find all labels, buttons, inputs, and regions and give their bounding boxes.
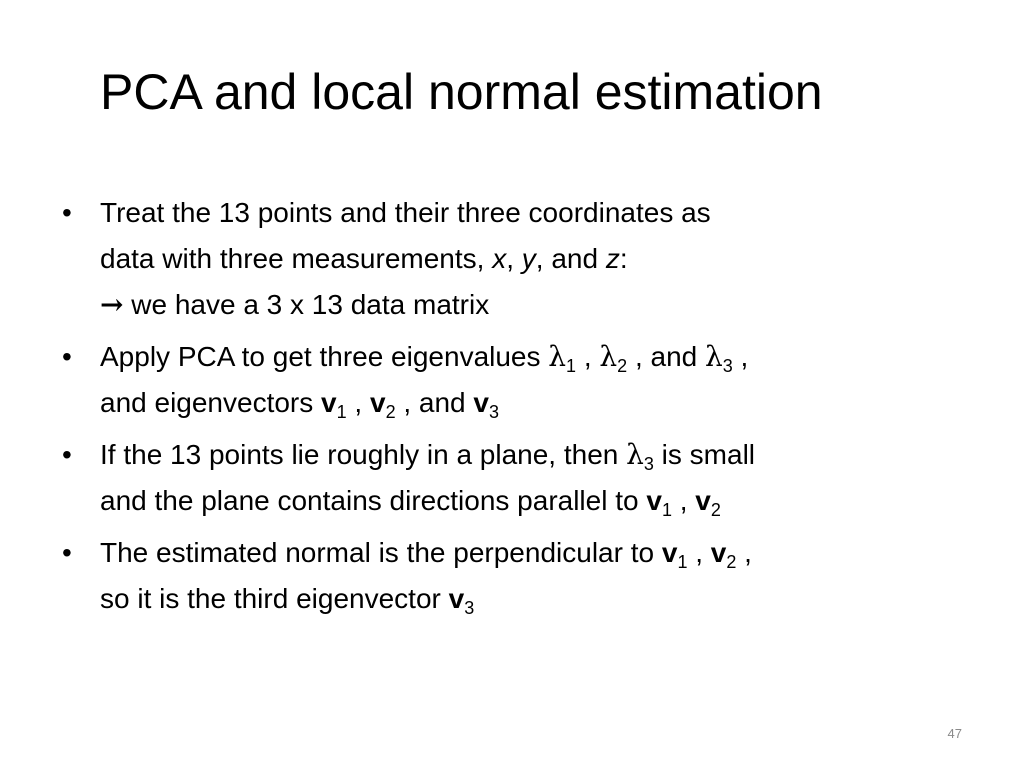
- separator: , and: [395, 387, 474, 418]
- subscript: 3: [643, 454, 654, 474]
- separator: ,: [346, 387, 370, 418]
- var-z: z: [605, 243, 620, 274]
- vector-v: v: [448, 583, 465, 614]
- bullet-text: The estimated normal is the perpendicular to: [100, 537, 662, 568]
- subscript: 2: [726, 552, 737, 572]
- bullet-item: [62, 334, 982, 426]
- vector-v: v: [661, 537, 678, 568]
- bullet-item: [62, 432, 982, 524]
- separator: ,: [687, 537, 711, 568]
- vector-v: v: [695, 485, 711, 516]
- separator: ,: [732, 341, 749, 372]
- separator: ,: [576, 341, 600, 372]
- subscript: 3: [464, 598, 475, 618]
- subscript: 3: [489, 402, 500, 422]
- bullet-text: data with three measurements,: [100, 243, 493, 274]
- bullet-list: [62, 190, 982, 628]
- vector-v: v: [321, 387, 337, 418]
- bullet-text: is small: [653, 439, 756, 470]
- subscript: 1: [566, 356, 577, 376]
- separator: ,: [506, 243, 522, 274]
- vector-v: v: [646, 485, 662, 516]
- bullet-dot-icon: •: [62, 439, 72, 470]
- separator: :: [619, 243, 628, 274]
- separator: , and: [627, 341, 706, 372]
- subscript: 2: [710, 500, 721, 520]
- vector-v: v: [710, 537, 727, 568]
- bullet-item: [62, 190, 982, 328]
- bullet-dot-icon: •: [62, 341, 72, 372]
- bullet-text: Treat the 13 points and their three coordinates as: [100, 197, 711, 228]
- lambda-symbol: λ: [599, 340, 618, 373]
- subscript: 1: [336, 402, 347, 422]
- var-x: x: [492, 243, 507, 274]
- bullet-item: [62, 530, 982, 622]
- lambda-symbol: λ: [548, 340, 567, 373]
- slide-title: PCA and local normal estimation: [100, 64, 823, 120]
- bullet-dot-icon: •: [62, 537, 72, 568]
- var-y: y: [521, 243, 536, 274]
- page-number: 47: [947, 726, 962, 741]
- bullet-text: and the plane contains directions parallel to: [100, 485, 647, 516]
- subscript: 2: [385, 402, 396, 422]
- subscript: 1: [677, 552, 688, 572]
- bullet-text: Apply PCA to get three eigenvalues: [100, 341, 549, 372]
- subscript: 1: [661, 500, 672, 520]
- separator: ,: [671, 485, 696, 516]
- separator: ,: [736, 537, 752, 568]
- bullet-text: If the 13 points lie roughly in a plane, then: [100, 439, 627, 470]
- vector-v: v: [473, 387, 489, 418]
- bullet-text: so it is the third eigenvector: [100, 583, 449, 614]
- lambda-symbol: λ: [626, 438, 644, 471]
- vector-v: v: [369, 387, 386, 418]
- arrow-right-icon: →: [100, 288, 124, 321]
- lambda-symbol: λ: [705, 340, 723, 373]
- separator: , and: [535, 243, 606, 274]
- bullet-dot-icon: •: [62, 197, 72, 228]
- subscript: 2: [617, 356, 628, 376]
- bullet-text: and eigenvectors: [100, 387, 322, 418]
- subscript: 3: [722, 356, 733, 376]
- bullet-text: we have a 3 x 13 data matrix: [123, 289, 490, 320]
